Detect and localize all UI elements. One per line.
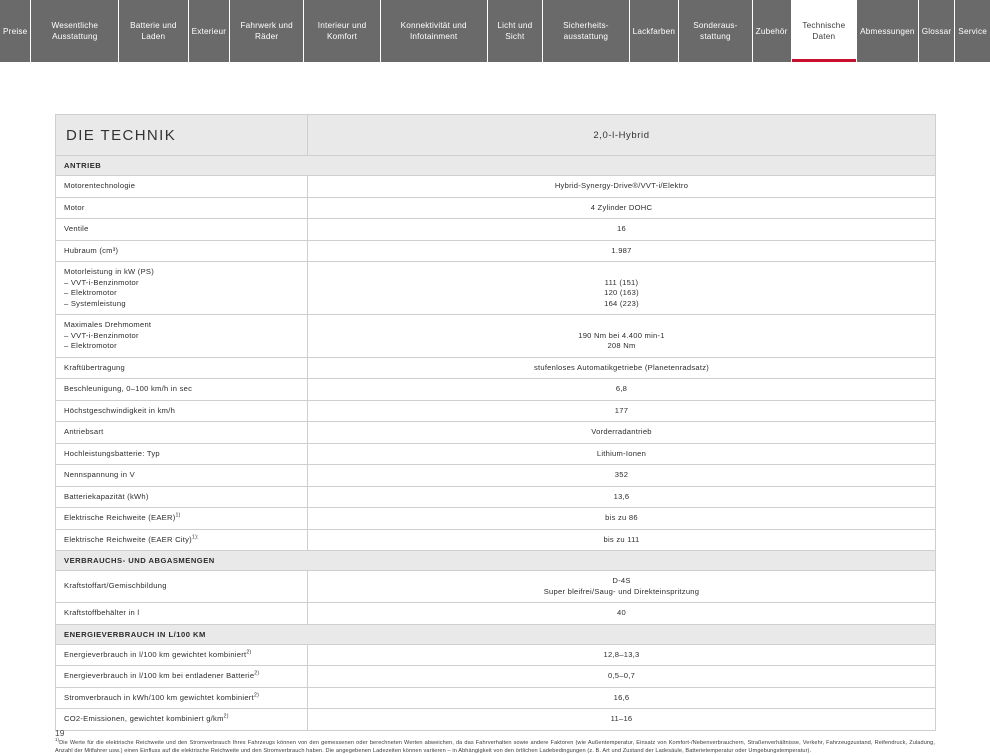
row-value: 16 bbox=[308, 219, 936, 241]
row-value bbox=[308, 571, 936, 603]
row-label-line: – Systemleistung bbox=[64, 299, 299, 310]
row-value: 16,6 bbox=[308, 687, 936, 709]
row-label-text: Hubraum (cm³) bbox=[64, 246, 118, 255]
row-value-spacer bbox=[316, 267, 927, 278]
table-title-row bbox=[56, 115, 936, 156]
row-value: 6,8 bbox=[308, 379, 936, 401]
row-value: 0,5–0,7 bbox=[308, 666, 936, 688]
row-label-line: – Elektromotor bbox=[64, 288, 299, 299]
row-label-line: – VVT-i-Benzinmotor bbox=[64, 331, 299, 342]
row-label bbox=[56, 400, 308, 422]
row-label bbox=[56, 529, 308, 551]
row-label-text: Kraftstoffbehälter in l bbox=[64, 608, 139, 617]
row-label bbox=[56, 197, 308, 219]
nav-item-5[interactable] bbox=[304, 0, 381, 62]
row-label bbox=[56, 443, 308, 465]
row-label-text: Energieverbrauch in l/100 km bei entladener Batterie bbox=[64, 671, 254, 680]
row-value: 1.987 bbox=[308, 240, 936, 262]
row-label-text: Elektrische Reichweite (EAER) bbox=[64, 513, 176, 522]
row-label-text: Motorentechnologie bbox=[64, 181, 135, 190]
table-row bbox=[56, 508, 936, 530]
nav-item-label: Fahrwerk und Räder bbox=[233, 20, 300, 42]
row-value: 11–16 bbox=[308, 709, 936, 731]
nav-item-label: Batterie und Laden bbox=[122, 20, 184, 42]
row-label-line: Kraftstoffart/Gemischbildung bbox=[64, 581, 299, 592]
nav-item-6[interactable] bbox=[381, 0, 488, 62]
row-value-line: 190 Nm bei 4.400 min-1 bbox=[316, 331, 927, 342]
nav-item-7[interactable] bbox=[488, 0, 544, 62]
nav-item-2[interactable] bbox=[119, 0, 188, 62]
row-value: bis zu 86 bbox=[308, 508, 936, 530]
row-label bbox=[56, 508, 308, 530]
row-label bbox=[56, 571, 308, 603]
row-label-footnote-marker: 2) bbox=[224, 713, 229, 719]
row-label bbox=[56, 709, 308, 731]
nav-item-4[interactable] bbox=[230, 0, 304, 62]
row-label-footnote-marker: 2) bbox=[254, 692, 259, 698]
table-row bbox=[56, 644, 936, 666]
row-value-line: 111 (151) bbox=[316, 278, 927, 289]
nav-item-label: Wesentliche Ausstattung bbox=[34, 20, 115, 42]
nav-item-13[interactable] bbox=[857, 0, 919, 62]
row-value: 12,8–13,3 bbox=[308, 644, 936, 666]
row-label-text: CO2-Emissionen, gewichtet kombiniert g/km bbox=[64, 714, 224, 723]
footnote-marker: 1) bbox=[55, 737, 59, 742]
nav-item-9[interactable] bbox=[630, 0, 680, 62]
nav-item-label: Glossar bbox=[922, 26, 952, 37]
table-row bbox=[56, 379, 936, 401]
row-value: Vorderradantrieb bbox=[308, 422, 936, 444]
nav-item-label: Service bbox=[958, 26, 987, 37]
row-value: 13,6 bbox=[308, 486, 936, 508]
row-label-text: Ventile bbox=[64, 224, 89, 233]
nav-item-label: Sicherheits- ausstattung bbox=[546, 20, 625, 42]
row-label-text: Antriebsart bbox=[64, 427, 103, 436]
row-value: Hybrid-Synergy-Drive®/VVT-i/Elektro bbox=[308, 176, 936, 198]
row-label-line: – VVT-i-Benzinmotor bbox=[64, 278, 299, 289]
nav-item-label: Exterieur bbox=[192, 26, 227, 37]
row-label-footnote-marker: 2) bbox=[254, 670, 259, 676]
technical-data-table bbox=[55, 114, 936, 731]
row-value-line: 164 (223) bbox=[316, 299, 927, 310]
nav-item-1[interactable] bbox=[31, 0, 119, 62]
row-value: 4 Zylinder DOHC bbox=[308, 197, 936, 219]
table-row bbox=[56, 422, 936, 444]
nav-item-label: Lackfarben bbox=[633, 26, 676, 37]
table-row bbox=[56, 603, 936, 625]
row-value: Lithium-Ionen bbox=[308, 443, 936, 465]
nav-item-label: Licht und Sicht bbox=[491, 20, 540, 42]
row-label bbox=[56, 422, 308, 444]
nav-item-label: Zubehör bbox=[756, 26, 788, 37]
row-value: bis zu 111 bbox=[308, 529, 936, 551]
row-label-text: Energieverbrauch in l/100 km gewichtet kombiniert bbox=[64, 650, 246, 659]
nav-item-label: Konnektivität und Infotainment bbox=[384, 20, 484, 42]
row-label bbox=[56, 219, 308, 241]
table-row bbox=[56, 666, 936, 688]
footnote-text: Die Werte für die elektrische Reichweite und den Stromverbrauch Ihres Fahrzeugs können von den gemessenen oder berechneten Werten abweichen, da das Fahrverhalten sowie andere Faktoren (wie Außentemperatur, Einsatz von Komfort-/Nebenverbrauchern, Straßenverhältnisse, Verkehr, Fahrzeugzustand, Reifendruck, Zuladung, Anzahl der Mitfahrer usw.) einen Einfluss auf die elektrische Reichweite und den Stromverbrauch haben. Die angegebenen Ladezeiten können variieren – in Abhängigkeit von den örtlichen Ladebedingungen (z. B. Art und Zustand der Ladesäule, Batterietemperatur oder Umgebungstemperatur). bbox=[55, 740, 935, 754]
row-label bbox=[56, 666, 308, 688]
table-row bbox=[56, 443, 936, 465]
nav-item-label: Technische Daten bbox=[795, 20, 854, 42]
row-label bbox=[56, 357, 308, 379]
table-row bbox=[56, 486, 936, 508]
nav-item-0[interactable] bbox=[0, 0, 31, 62]
page-content bbox=[0, 114, 990, 752]
row-label-footnote-marker: 1): bbox=[192, 534, 199, 540]
row-label-text: Kraftübertragung bbox=[64, 363, 125, 372]
nav-item-3[interactable] bbox=[189, 0, 231, 62]
row-label bbox=[56, 486, 308, 508]
row-value: 177 bbox=[308, 400, 936, 422]
page-number: 19 bbox=[55, 728, 64, 738]
table-column-header: 2,0-l-Hybrid bbox=[308, 115, 936, 156]
table-row bbox=[56, 571, 936, 603]
table-row bbox=[56, 709, 936, 731]
table-section-row bbox=[56, 551, 936, 571]
row-label-line: – Elektromotor bbox=[64, 341, 299, 352]
nav-item-label: Preise bbox=[3, 26, 27, 37]
row-label bbox=[56, 379, 308, 401]
row-label bbox=[56, 603, 308, 625]
table-row bbox=[56, 400, 936, 422]
row-label bbox=[56, 687, 308, 709]
row-value-line: D-4S bbox=[316, 576, 927, 587]
row-label-text: Beschleunigung, 0–100 km/h in sec bbox=[64, 384, 192, 393]
nav-item-14[interactable] bbox=[919, 0, 956, 62]
row-label bbox=[56, 262, 308, 315]
table-row bbox=[56, 197, 936, 219]
row-value-line: Super bleifrei/Saug- und Direkteinspritzung bbox=[316, 587, 927, 598]
row-label-text: Hochleistungsbatterie: Typ bbox=[64, 449, 160, 458]
table-row bbox=[56, 262, 936, 315]
table-row bbox=[56, 529, 936, 551]
row-label bbox=[56, 240, 308, 262]
nav-item-8[interactable] bbox=[543, 0, 629, 62]
table-row bbox=[56, 219, 936, 241]
nav-item-label: Sonderaus- stattung bbox=[682, 20, 749, 42]
section-label: ANTRIEB bbox=[56, 156, 936, 176]
table-row bbox=[56, 687, 936, 709]
row-value-line: 208 Nm bbox=[316, 341, 927, 352]
nav-item-12[interactable] bbox=[792, 0, 858, 62]
row-label-footnote-marker: 2) bbox=[246, 649, 251, 655]
section-label: VERBRAUCHS- UND ABGASMENGEN bbox=[56, 551, 936, 571]
row-value-line: 120 (163) bbox=[316, 288, 927, 299]
row-label bbox=[56, 176, 308, 198]
top-navigation bbox=[0, 0, 990, 62]
nav-item-label: Interieur und Komfort bbox=[307, 20, 377, 42]
table-row bbox=[56, 176, 936, 198]
row-value: 352 bbox=[308, 465, 936, 487]
table-section-row bbox=[56, 156, 936, 176]
row-label bbox=[56, 465, 308, 487]
nav-item-11[interactable] bbox=[753, 0, 792, 62]
row-label-text: Elektrische Reichweite (EAER City) bbox=[64, 535, 192, 544]
section-label: ENERGIEVERBRAUCH IN L/100 KM bbox=[56, 624, 936, 644]
row-label-text: Nennspannung in V bbox=[64, 470, 135, 479]
table-row bbox=[56, 315, 936, 358]
table-section-row bbox=[56, 624, 936, 644]
row-value-spacer bbox=[316, 320, 927, 331]
table-title: DIE TECHNIK bbox=[56, 115, 308, 156]
row-label-text: Motor bbox=[64, 203, 85, 212]
nav-item-10[interactable] bbox=[679, 0, 753, 62]
footnote bbox=[55, 739, 935, 755]
row-value: stufenloses Automatikgetriebe (Planetenradsatz) bbox=[308, 357, 936, 379]
nav-item-label: Abmessungen bbox=[860, 26, 915, 37]
row-label-text: Stromverbrauch in kWh/100 km gewichtet kombiniert bbox=[64, 693, 254, 702]
row-label-text: Höchstgeschwindigkeit in km/h bbox=[64, 406, 175, 415]
table-row bbox=[56, 240, 936, 262]
table-row bbox=[56, 465, 936, 487]
row-value bbox=[308, 315, 936, 358]
row-value: 40 bbox=[308, 603, 936, 625]
row-label bbox=[56, 315, 308, 358]
nav-item-15[interactable] bbox=[955, 0, 990, 62]
row-label-line: Motorleistung in kW (PS) bbox=[64, 267, 299, 278]
row-label bbox=[56, 644, 308, 666]
table-row bbox=[56, 357, 936, 379]
row-label-footnote-marker: 1) bbox=[176, 512, 181, 518]
row-label-line: Maximales Drehmoment bbox=[64, 320, 299, 331]
row-label-text: Batteriekapazität (kWh) bbox=[64, 492, 149, 501]
row-value bbox=[308, 262, 936, 315]
